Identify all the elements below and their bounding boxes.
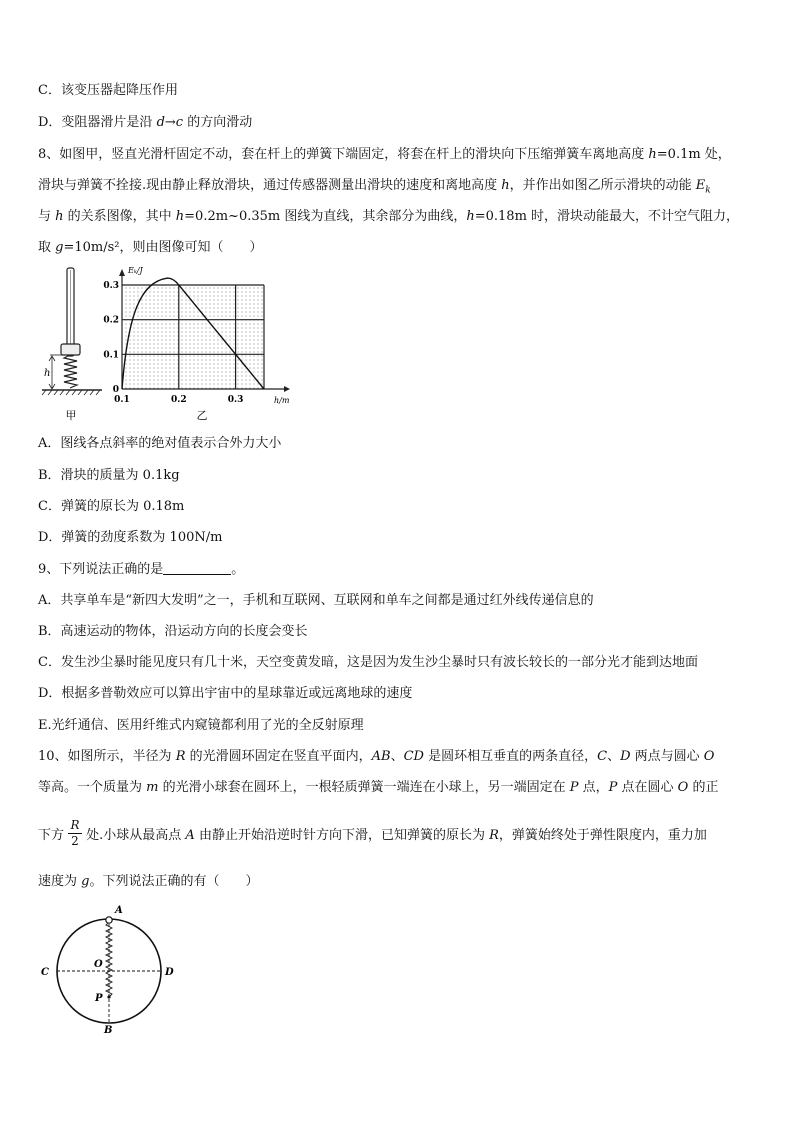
- x-tick-label: 0.3: [227, 395, 244, 405]
- q8-option-c: C．弹簧的原长为 0.18m: [38, 499, 185, 514]
- x-tick-label: 0.2: [170, 395, 187, 405]
- q9-option-a: A．共享单车是“新四大发明”之一，手机和互联网、互联网和单车之间都是通过红外线传递信息的: [38, 593, 594, 608]
- q10-stem-line-2: 等高。一个质量为 m 的光滑小球套在圆环上，一根轻质弹簧一端连在小球上，另一端固定在 P 点，P 点在圆心 O 的正: [38, 780, 719, 795]
- q8-option-d: D．弹簧的劲度系数为 100N/m: [38, 530, 223, 545]
- q8-stem-line-2: 滑块与弹簧不拴接.现由静止释放滑块，通过传感器测量出滑块的速度和离地高度 h，并作出如图乙所示滑块的动能 $E_k$: [38, 178, 711, 196]
- y-tick-label: 0: [112, 385, 119, 395]
- q8-stem-line-4: 取 g=10m/s²，则由图像可知（ ）: [38, 240, 263, 255]
- h-label: h: [44, 368, 51, 379]
- plot-dotted-area: [122, 285, 264, 389]
- option-c-prev: C．该变压器起降压作用: [38, 83, 178, 98]
- label-a: A: [115, 905, 123, 916]
- q9-option-d: D．根据多普勒效应可以算出宇宙中的星球靠近或远离地球的速度: [38, 686, 413, 701]
- answer-blank: [163, 562, 231, 575]
- q10-stem-line-4: 速度为 g。下列说法正确的有（ ）: [38, 874, 259, 889]
- label-p: P: [95, 993, 103, 1004]
- q10-stem-line-3: 下方 处.小球从最高点 A 由静止开始沿逆时针方向下滑，已知弹簧的原长为 R，弹簧始终处于弹性限度内，重力加: [38, 828, 707, 843]
- y-axis-label: Eₖ/J: [128, 266, 143, 275]
- figure-jia: [38, 262, 104, 422]
- slider-block: [61, 344, 80, 355]
- q8-option-b: B．滑块的质量为 0.1kg: [38, 468, 180, 483]
- y-tick-label: 0.1: [103, 350, 119, 361]
- q8-stem-line-3: 与 h 的关系图像，其中 h=0.2m~0.35m 图线为直线，其余部分为曲线，h=0.18m 时，滑块动能最大，不计空气阻力，: [38, 209, 740, 224]
- x-tick-label: 0.1: [114, 395, 130, 405]
- q9-option-e: E.光纤通信、医用纤维式内窥镜都利用了光的全反射原理: [38, 718, 364, 733]
- y-tick-label: 0.3: [103, 281, 119, 291]
- figure-yi-label: 乙: [196, 409, 208, 422]
- figure-ring: [36, 900, 186, 1035]
- q9-option-b: B．高速运动的物体，沿运动方向的长度会变长: [38, 624, 308, 639]
- q8-stem-line-1: 8、如图甲，竖直光滑杆固定不动，套在杆上的弹簧下端固定，将套在杆上的滑块向下压缩弹簧车离地高度 h=0.1m 处，: [38, 147, 731, 162]
- q9-stem: 9、下列说法正确的是 。: [38, 562, 245, 577]
- figure-jia-label: 甲: [65, 409, 77, 422]
- figure-yi-chart: [100, 262, 300, 422]
- q9-option-c: C．发生沙尘暴时能见度只有几十米，天空变黄发暗，这是因为发生沙尘暴时只有波长较长的一部分光才能到达地面: [38, 655, 698, 670]
- q8-option-a: A．图线各点斜率的绝对值表示合外力大小: [38, 436, 282, 451]
- option-d-prev: D．变阻器滑片是沿 d→c 的方向滑动: [38, 115, 253, 130]
- fraction-r-over-2: $\frac{R}{2}$: [68, 818, 82, 849]
- ball: [106, 917, 112, 923]
- y-tick-label: 0.2: [103, 315, 119, 326]
- label-c: C: [41, 967, 49, 978]
- label-o: O: [94, 959, 103, 970]
- label-d: D: [165, 967, 174, 978]
- q10-stem-line-1: 10、如图所示，半径为 R 的光滑圆环固定在竖直平面内，AB、CD 是圆环相互垂直的两条直径，C、D 两点与圆心 O: [38, 749, 715, 764]
- spring: [64, 355, 77, 388]
- x-axis-label: h/m: [274, 396, 290, 405]
- label-b: B: [104, 1025, 113, 1035]
- point-p: [107, 995, 110, 998]
